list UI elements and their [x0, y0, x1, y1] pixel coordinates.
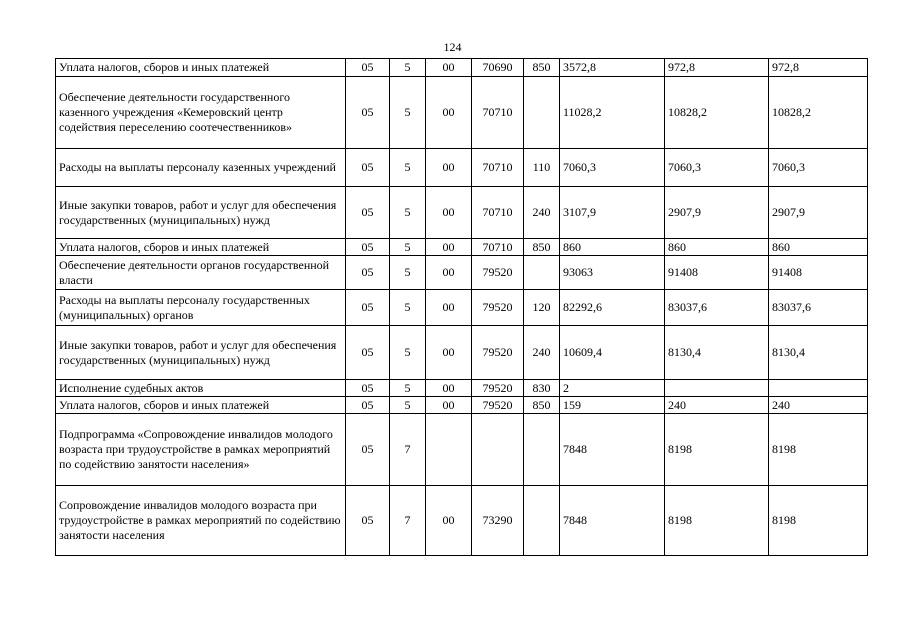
cell-expense-type: 240 [524, 187, 560, 239]
cell-name: Расходы на выплаты персоналу государственных (муниципальных) органов [56, 290, 346, 326]
table-row [56, 326, 868, 380]
cell-program: 5 [390, 397, 426, 414]
cell-year1: 82292,6 [560, 290, 665, 326]
cell-year3: 860 [769, 239, 868, 256]
cell-direction: 70710 [472, 239, 524, 256]
cell-subprogram: 00 [426, 486, 472, 556]
cell-section: 05 [346, 187, 390, 239]
cell-year3 [769, 380, 868, 397]
cell-section: 05 [346, 414, 390, 486]
table-row [56, 59, 868, 77]
cell-year3: 8198 [769, 414, 868, 486]
cell-direction: 79520 [472, 256, 524, 290]
cell-year2: 8198 [665, 486, 769, 556]
cell-year3: 10828,2 [769, 77, 868, 149]
cell-section: 05 [346, 256, 390, 290]
cell-year2: 91408 [665, 256, 769, 290]
table-body [56, 59, 868, 556]
cell-expense-type [524, 414, 560, 486]
cell-year1: 7060,3 [560, 149, 665, 187]
cell-direction: 70710 [472, 77, 524, 149]
cell-year3: 8130,4 [769, 326, 868, 380]
cell-section: 05 [346, 486, 390, 556]
cell-year1: 7848 [560, 486, 665, 556]
cell-name: Расходы на выплаты персоналу казенных учреждений [56, 149, 346, 187]
cell-direction: 79520 [472, 326, 524, 380]
cell-section: 05 [346, 149, 390, 187]
cell-subprogram: 00 [426, 326, 472, 380]
cell-year3: 91408 [769, 256, 868, 290]
page-number: 124 [443, 40, 462, 54]
cell-year3: 8198 [769, 486, 868, 556]
cell-year2: 860 [665, 239, 769, 256]
cell-year1: 7848 [560, 414, 665, 486]
cell-expense-type [524, 486, 560, 556]
cell-subprogram: 00 [426, 77, 472, 149]
cell-name: Обеспечение деятельности государственного казенного учреждения «Кемеровский центр содействия переселению соотечественников» [56, 77, 346, 149]
cell-year1: 11028,2 [560, 77, 665, 149]
cell-program: 5 [390, 290, 426, 326]
cell-name: Иные закупки товаров, работ и услуг для обеспечения государственных (муниципальных) нужд [56, 326, 346, 380]
cell-subprogram: 00 [426, 256, 472, 290]
cell-year2: 83037,6 [665, 290, 769, 326]
cell-year3: 83037,6 [769, 290, 868, 326]
cell-year1: 3572,8 [560, 59, 665, 77]
cell-year1: 860 [560, 239, 665, 256]
cell-direction: 79520 [472, 290, 524, 326]
table-row [56, 187, 868, 239]
cell-expense-type: 240 [524, 326, 560, 380]
table-row [56, 256, 868, 290]
cell-program: 7 [390, 414, 426, 486]
cell-direction: 79520 [472, 397, 524, 414]
cell-subprogram [426, 414, 472, 486]
cell-year2: 2907,9 [665, 187, 769, 239]
cell-program: 5 [390, 149, 426, 187]
cell-name: Уплата налогов, сборов и иных платежей [56, 397, 346, 414]
cell-year1: 3107,9 [560, 187, 665, 239]
cell-subprogram: 00 [426, 187, 472, 239]
cell-subprogram: 00 [426, 149, 472, 187]
table-row [56, 239, 868, 256]
cell-subprogram: 00 [426, 397, 472, 414]
cell-year1: 93063 [560, 256, 665, 290]
cell-year1: 10609,4 [560, 326, 665, 380]
cell-year2 [665, 380, 769, 397]
cell-year3: 972,8 [769, 59, 868, 77]
cell-year2: 240 [665, 397, 769, 414]
cell-year1: 2 [560, 380, 665, 397]
cell-section: 05 [346, 59, 390, 77]
budget-table [55, 58, 868, 556]
table-row [56, 486, 868, 556]
cell-year3: 240 [769, 397, 868, 414]
cell-program: 5 [390, 380, 426, 397]
cell-name: Обеспечение деятельности органов государственной власти [56, 256, 346, 290]
cell-program: 5 [390, 187, 426, 239]
cell-program: 5 [390, 239, 426, 256]
cell-program: 5 [390, 59, 426, 77]
cell-direction: 70710 [472, 149, 524, 187]
table-row [56, 397, 868, 414]
cell-name: Подпрограмма «Сопровождение инвалидов молодого возраста при трудоустройстве в рамках мероприятий по содействию занятости населения» [56, 414, 346, 486]
cell-expense-type: 850 [524, 59, 560, 77]
cell-year2: 8198 [665, 414, 769, 486]
cell-year2: 10828,2 [665, 77, 769, 149]
cell-expense-type: 110 [524, 149, 560, 187]
cell-program: 5 [390, 77, 426, 149]
table-row [56, 290, 868, 326]
cell-subprogram: 00 [426, 290, 472, 326]
cell-subprogram: 00 [426, 380, 472, 397]
cell-expense-type: 830 [524, 380, 560, 397]
cell-direction [472, 414, 524, 486]
cell-year1: 159 [560, 397, 665, 414]
table-row [56, 380, 868, 397]
cell-section: 05 [346, 326, 390, 380]
cell-section: 05 [346, 397, 390, 414]
cell-program: 5 [390, 256, 426, 290]
cell-year3: 2907,9 [769, 187, 868, 239]
table-row [56, 77, 868, 149]
table-row [56, 414, 868, 486]
cell-section: 05 [346, 239, 390, 256]
cell-direction: 79520 [472, 380, 524, 397]
cell-name: Иные закупки товаров, работ и услуг для обеспечения государственных (муниципальных) нужд [56, 187, 346, 239]
cell-name: Уплата налогов, сборов и иных платежей [56, 59, 346, 77]
cell-year3: 7060,3 [769, 149, 868, 187]
cell-expense-type [524, 77, 560, 149]
cell-year2: 972,8 [665, 59, 769, 77]
cell-program: 5 [390, 326, 426, 380]
cell-expense-type: 120 [524, 290, 560, 326]
cell-expense-type [524, 256, 560, 290]
cell-program: 7 [390, 486, 426, 556]
cell-year2: 7060,3 [665, 149, 769, 187]
cell-direction: 73290 [472, 486, 524, 556]
cell-section: 05 [346, 380, 390, 397]
cell-expense-type: 850 [524, 397, 560, 414]
cell-expense-type: 850 [524, 239, 560, 256]
cell-name: Сопровождение инвалидов молодого возраста при трудоустройстве в рамках мероприятий по содействию занятости населения [56, 486, 346, 556]
table-row [56, 149, 868, 187]
cell-section: 05 [346, 290, 390, 326]
cell-subprogram: 00 [426, 239, 472, 256]
cell-direction: 70690 [472, 59, 524, 77]
cell-section: 05 [346, 77, 390, 149]
cell-year2: 8130,4 [665, 326, 769, 380]
cell-name: Уплата налогов, сборов и иных платежей [56, 239, 346, 256]
cell-direction: 70710 [472, 187, 524, 239]
cell-name: Исполнение судебных актов [56, 380, 346, 397]
cell-subprogram: 00 [426, 59, 472, 77]
